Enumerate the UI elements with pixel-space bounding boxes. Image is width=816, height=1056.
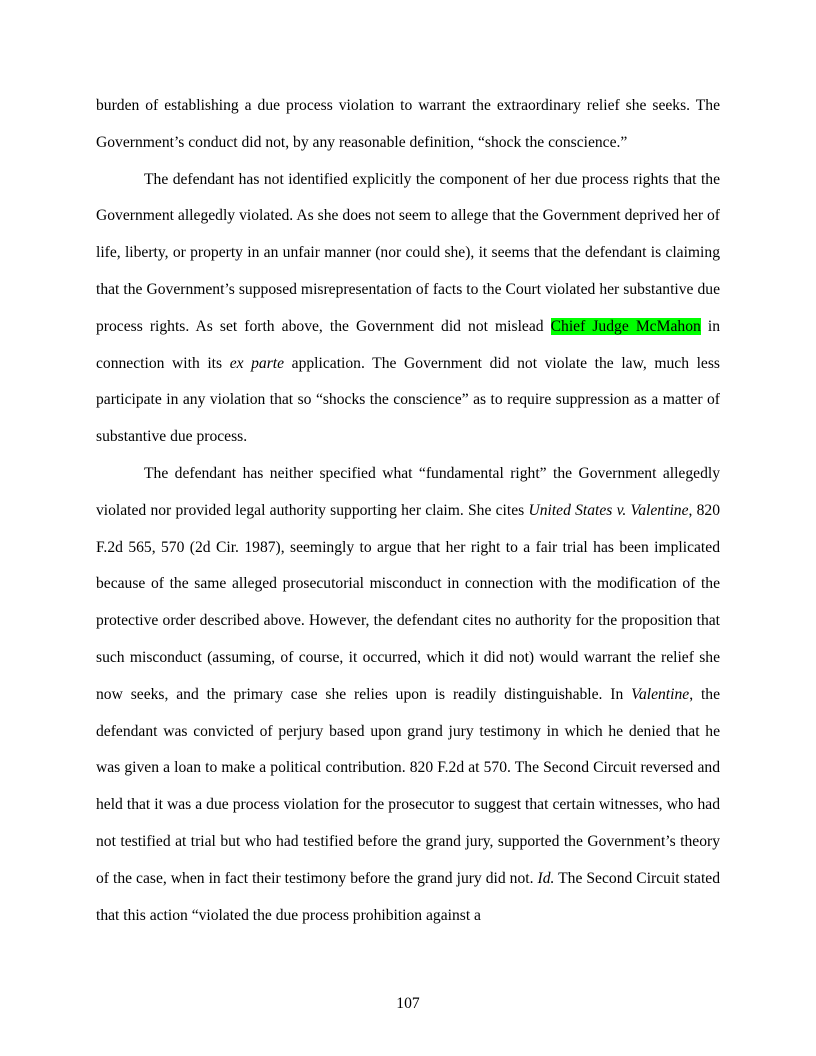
italic-term: ex parte bbox=[229, 354, 285, 372]
paragraph-2-text: in connection with its bbox=[96, 317, 721, 372]
paragraph-3-text: The Second Circuit stated that this action “violated the due process prohibition against a bbox=[96, 869, 720, 924]
paragraph-2-text: The defendant has not identified explicitly the component of her due process rights that the Government allegedly violated. As she does not seem to allege that the Government deprived her of life, liberty, or property in an unfair manner (nor could she), it seems that the defendant is claiming that the Government’s supposed misrepresentation of facts to the Court violated her substantive due process rights. As set forth above, the Government did not mislead bbox=[96, 170, 720, 335]
paragraph-2 bbox=[96, 162, 720, 456]
paragraph-1 bbox=[96, 88, 720, 162]
paragraph-2-text: application. The Government did not violate the law, much less participate in any violation that so “shocks the conscience” as to require suppression as a matter of substantive due process. bbox=[96, 354, 720, 446]
paragraph-3-text: , 820 F.2d 565, 570 (2d Cir. 1987), seemingly to argue that her right to a fair trial has been implicated because of the same alleged prosecutorial misconduct in connection with the modification of the protective order described above. However, the defendant cites no authority for the proposition that such misconduct (assuming, of course, it occurred, which it did not) would warrant the relief she now seeks, and the primary case she relies upon is readily distinguishable. In bbox=[96, 501, 721, 703]
highlighted-name: Chief Judge McMahon bbox=[550, 317, 701, 335]
paragraph-3 bbox=[96, 456, 720, 934]
case-citation: United States v. Valentine bbox=[528, 501, 689, 519]
case-citation: Valentine bbox=[631, 685, 690, 703]
paragraph-1-text: burden of establishing a due process violation to warrant the extraordinary relief she seeks. The Government’s conduct did not, by any reasonable definition, “shock the conscience.” bbox=[96, 97, 720, 151]
page-number: 107 bbox=[396, 995, 420, 1012]
case-citation: Id. bbox=[537, 869, 555, 887]
document-body bbox=[96, 88, 720, 934]
paragraph-3-text: The defendant has neither specified what “fundamental right” the Government allegedly violated nor provided legal authority supporting her claim. She cites bbox=[96, 464, 720, 519]
paragraph-3-text: , the defendant was convicted of perjury based upon grand jury testimony in which he denied that he was given a loan to make a political contribution. 820 F.2d at 570. The Second Circuit reversed and held that it was a due process violation for the prosecutor to suggest that certain witnesses, who had not testified at trial but who had testified before the grand jury, supported the Government’s theory of the case, when in fact their testimony before the grand jury did not. bbox=[96, 685, 720, 887]
